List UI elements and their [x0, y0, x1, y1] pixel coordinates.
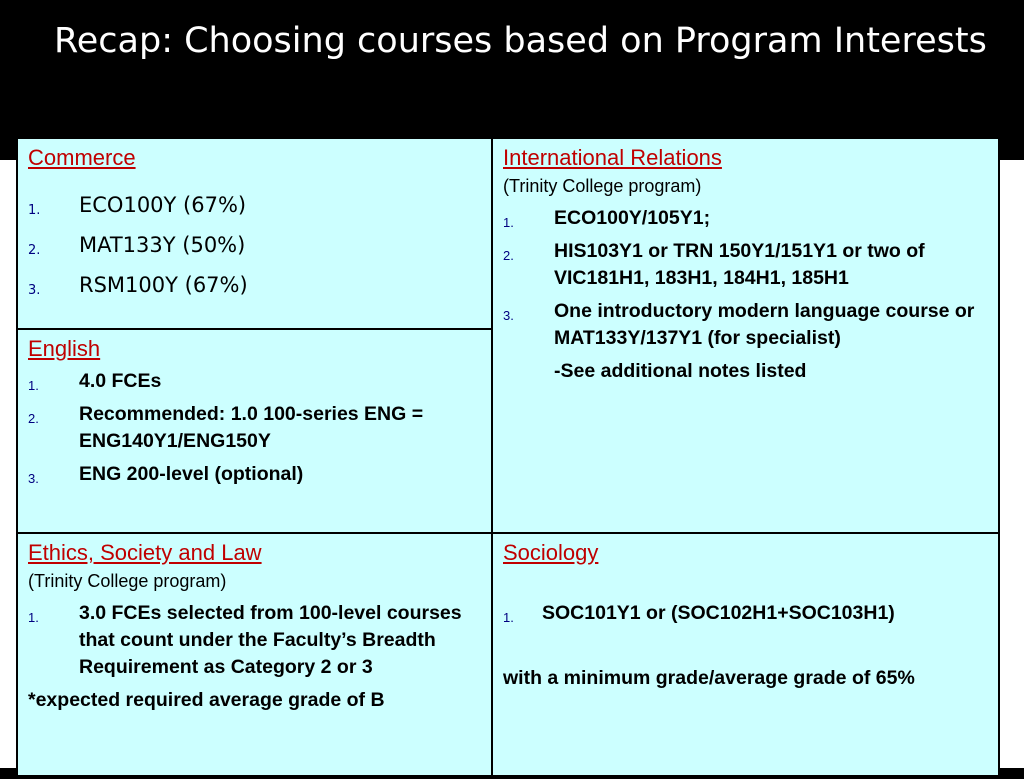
english-list [28, 368, 481, 488]
list-item-text: HIS103Y1 or TRN 150Y1/151Y1 or two of VIC181H1, 183H1, 184H1, 185H1 [554, 240, 925, 289]
left-margin-band [0, 160, 16, 768]
cell-sociology [493, 534, 1000, 779]
list-item [503, 600, 990, 627]
list-item-text: 3.0 FCEs selected from 100-level courses that count under the Faculty’s Breadth Requirement as Category 2 or 3 [79, 602, 462, 678]
list-item-text: ECO100Y/105Y1; [554, 207, 711, 229]
cell-international-relations [493, 139, 1000, 532]
ir-list [503, 205, 990, 352]
ethics-subtitle: (Trinity College program) [28, 571, 227, 591]
sociology-note: with a minimum grade/average grade of 65% [503, 667, 915, 689]
list-item [503, 238, 990, 292]
list-number: 1. [28, 610, 39, 625]
list-item [503, 298, 990, 352]
cell-ethics-society-law [18, 534, 491, 779]
ir-heading[interactable]: International Relations [503, 145, 722, 170]
list-item-text: ECO100Y (67%) [79, 193, 247, 217]
ethics-list [28, 600, 481, 681]
list-number: 3. [28, 283, 41, 298]
list-number: 2. [28, 243, 41, 258]
list-item [28, 461, 481, 488]
cell-commerce [18, 139, 491, 328]
list-number: 3. [28, 471, 39, 486]
list-item [28, 368, 481, 395]
list-item [28, 401, 481, 455]
list-number: 2. [28, 411, 39, 426]
list-number: 1. [28, 378, 39, 393]
list-item [28, 271, 481, 299]
cell-english [18, 330, 491, 532]
program-table [16, 137, 1000, 777]
commerce-heading[interactable]: Commerce [28, 145, 136, 170]
list-item-text: MAT133Y (50%) [79, 233, 246, 257]
list-item-text: Recommended: 1.0 100-series ENG = ENG140Y1/ENG150Y [79, 403, 424, 452]
list-item [28, 231, 481, 259]
ethics-heading[interactable]: Ethics, Society and Law [28, 540, 262, 565]
slide-title: Recap: Choosing courses based on Program Interests [54, 21, 987, 61]
ir-note: -See additional notes listed [554, 360, 807, 382]
list-item [28, 600, 481, 681]
list-number: 1. [28, 203, 41, 218]
list-number: 3. [503, 308, 514, 323]
ir-subtitle: (Trinity College program) [503, 176, 702, 196]
list-number: 1. [503, 215, 514, 230]
english-heading[interactable]: English [28, 336, 101, 361]
list-item-text: ENG 200-level (optional) [79, 463, 304, 485]
list-number: 2. [503, 248, 514, 263]
list-item-text: RSM100Y (67%) [79, 273, 248, 297]
right-margin-band [1000, 160, 1024, 768]
sociology-list [503, 600, 990, 627]
sociology-heading[interactable]: Sociology [503, 540, 599, 565]
list-item-text: 4.0 FCEs [79, 370, 162, 392]
list-item [503, 205, 990, 232]
list-item [28, 191, 481, 219]
ethics-note: *expected required average grade of B [28, 689, 385, 711]
list-number: 1. [503, 610, 514, 625]
list-item-text: SOC101Y1 or (SOC102H1+SOC103H1) [542, 602, 895, 624]
list-item-text: One introductory modern language course or MAT133Y/137Y1 (for specialist) [554, 300, 975, 349]
commerce-list [28, 191, 481, 299]
